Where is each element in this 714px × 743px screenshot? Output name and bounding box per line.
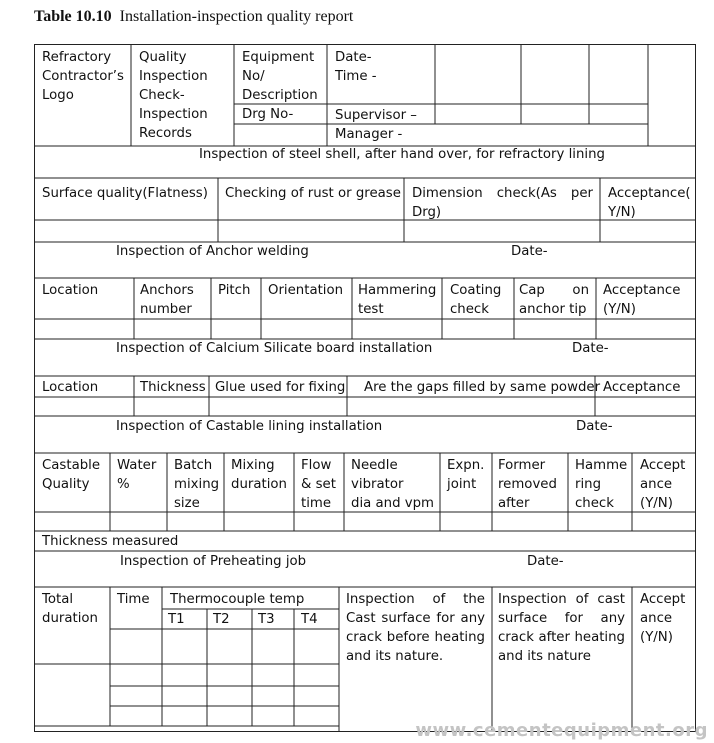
time-header: Time: [117, 592, 150, 607]
header-line: Batch: [174, 458, 213, 473]
header-line: Cast surface for any: [346, 611, 485, 626]
header-line: mixing: [174, 477, 220, 492]
header-line: & set: [301, 477, 336, 492]
calcium-location-header: Location: [42, 380, 99, 395]
acceptance-line: Acceptance(: [608, 186, 691, 201]
header-line: duration: [231, 477, 287, 492]
calcium-section-title: Inspection of Calcium Silicate board installation: [116, 341, 433, 356]
equipment-line: No/: [242, 69, 265, 84]
steel-shell-section-title: Inspection of steel shell, after hand over, for refractory lining: [199, 147, 605, 162]
supervisor-line: Supervisor –: [335, 108, 417, 123]
anchor-section-title: Inspection of Anchor welding: [116, 244, 309, 259]
header-line: crack after heating: [498, 630, 625, 645]
equipment-line: Description: [242, 88, 318, 103]
glue-header: Glue used for fixing: [215, 380, 346, 395]
header-line: time: [301, 496, 332, 511]
thermocouple-header: Thermocouple temp: [170, 592, 305, 607]
coating-line: Coating: [450, 283, 502, 298]
inspection-report-table: [34, 44, 696, 732]
header-line: and its nature.: [346, 649, 444, 664]
header-line: check: [575, 496, 614, 511]
anchor-location-header: Location: [42, 283, 99, 298]
header-line: Castable: [42, 458, 101, 473]
header-line: (Y/N): [640, 496, 673, 511]
dimension-check-header: [412, 184, 593, 222]
table-caption: [34, 8, 353, 26]
header-line: duration: [42, 611, 98, 626]
gaps-filled-header: Are the gaps filled by same powder: [364, 380, 601, 395]
header-line: crack before heating: [346, 630, 485, 645]
header-line: vibrator: [351, 477, 404, 492]
acceptance-line: Acceptance: [603, 283, 681, 298]
anchor-date: Date-: [511, 244, 548, 259]
mixing-duration-header: [231, 456, 287, 494]
header-line: ance: [640, 477, 673, 492]
total-duration-header: [42, 590, 98, 628]
supervisor-cell: [335, 106, 417, 144]
quality-line: Inspection: [139, 107, 208, 122]
castable-date: Date-: [576, 419, 613, 434]
acceptance-line: (Y/N): [603, 302, 636, 317]
acceptance-line: Y/N): [608, 205, 636, 220]
manager-line: Manager -: [335, 127, 403, 142]
contractor-logo-cell: [42, 48, 124, 105]
former-removed-header: [498, 456, 557, 513]
header-line: Expn.: [447, 458, 485, 473]
t4-header: T4: [301, 612, 318, 627]
header-line: ring: [575, 477, 602, 492]
header-line: Hamme: [575, 458, 628, 473]
header-line: Inspection of cast: [498, 592, 625, 607]
preheating-acceptance-header: [640, 590, 685, 647]
header-line: Needle: [351, 458, 398, 473]
header-line: surface for any: [498, 611, 625, 626]
crack-before-heating-header: [346, 590, 485, 666]
header-line: Total: [42, 592, 74, 607]
hammering-check-header: [575, 456, 627, 513]
hammering-line: test: [358, 302, 384, 317]
watermark: www.cementequipment.org: [415, 720, 708, 741]
quality-line: Inspection: [139, 69, 208, 84]
hammering-test-header: [358, 281, 436, 319]
preheating-section-title: Inspection of Preheating job: [120, 554, 307, 569]
equipment-line: Equipment: [242, 50, 315, 65]
header-line: %: [117, 477, 130, 492]
date-time-cell: [335, 48, 377, 86]
dimension-line: Dimension check(As per: [412, 186, 593, 201]
castable-section-title: Inspection of Castable lining installation: [116, 419, 383, 434]
thickness-header: Thickness: [140, 380, 206, 395]
anchor-acceptance-header: [603, 281, 680, 319]
caption-title: Installation-inspection quality report: [119, 8, 354, 25]
castable-acceptance-header: [640, 456, 685, 513]
header-line: Inspection of the: [346, 592, 485, 607]
calcium-date: Date-: [572, 341, 609, 356]
quality-line: Quality: [139, 50, 187, 65]
logo-line: Logo: [42, 88, 74, 103]
header-line: Water: [117, 458, 157, 473]
needle-vibrator-header: [351, 456, 434, 513]
time-line: Time -: [335, 69, 377, 84]
rust-grease-header: Checking of rust or grease: [225, 186, 401, 201]
anchors-number-header: [140, 281, 194, 319]
t1-header: T1: [168, 612, 185, 627]
logo-line: Refractory: [42, 50, 112, 65]
flow-set-time-header: [301, 456, 336, 513]
quality-records-cell: [139, 48, 208, 143]
coating-check-header: [450, 281, 501, 319]
quality-line: Check-: [139, 88, 185, 103]
equipment-cell: [242, 48, 318, 105]
pitch-header: Pitch: [218, 283, 251, 298]
header-line: removed: [498, 477, 557, 492]
header-line: Quality: [42, 477, 90, 492]
anchors-line: number: [140, 302, 192, 317]
surface-quality-header: Surface quality(Flatness): [42, 186, 208, 201]
crack-after-heating-header: [498, 590, 625, 666]
coating-line: check: [450, 302, 489, 317]
caption-number: Table 10.10: [34, 8, 112, 25]
thickness-measured-label: Thickness measured: [42, 534, 179, 549]
header-line: after: [498, 496, 530, 511]
quality-line: Records: [139, 126, 192, 141]
cap-line: anchor tip: [519, 302, 587, 317]
header-line: Former: [498, 458, 546, 473]
drg-no-cell: Drg No-: [242, 107, 294, 122]
hammering-line: Hammering: [358, 283, 437, 298]
header-line: Accept: [640, 592, 686, 607]
header-line: Mixing: [231, 458, 275, 473]
dimension-line: Drg): [412, 205, 442, 220]
cap-line: Cap on: [519, 283, 589, 298]
header-line: Flow: [301, 458, 332, 473]
anchors-line: Anchors: [140, 283, 194, 298]
castable-quality-header: [42, 456, 100, 494]
t2-header: T2: [213, 612, 230, 627]
header-line: joint: [447, 477, 477, 492]
cap-anchor-tip-header: [519, 281, 589, 319]
header-line: ance: [640, 611, 673, 626]
header-line: size: [174, 496, 200, 511]
header-line: (Y/N): [640, 630, 673, 645]
steel-acceptance-header: [608, 184, 691, 222]
expn-joint-header: [447, 456, 484, 494]
date-line: Date-: [335, 50, 372, 65]
logo-line: Contractor’s: [42, 69, 124, 84]
preheating-date: Date-: [527, 554, 564, 569]
header-line: Accept: [640, 458, 686, 473]
batch-mixing-header: [174, 456, 219, 513]
t3-header: T3: [258, 612, 275, 627]
header-line: dia and vpm: [351, 496, 435, 511]
water-header: [117, 456, 156, 494]
header-line: and its nature: [498, 649, 591, 664]
orientation-header: Orientation: [268, 283, 344, 298]
calcium-acceptance-header: Acceptance: [603, 380, 681, 395]
